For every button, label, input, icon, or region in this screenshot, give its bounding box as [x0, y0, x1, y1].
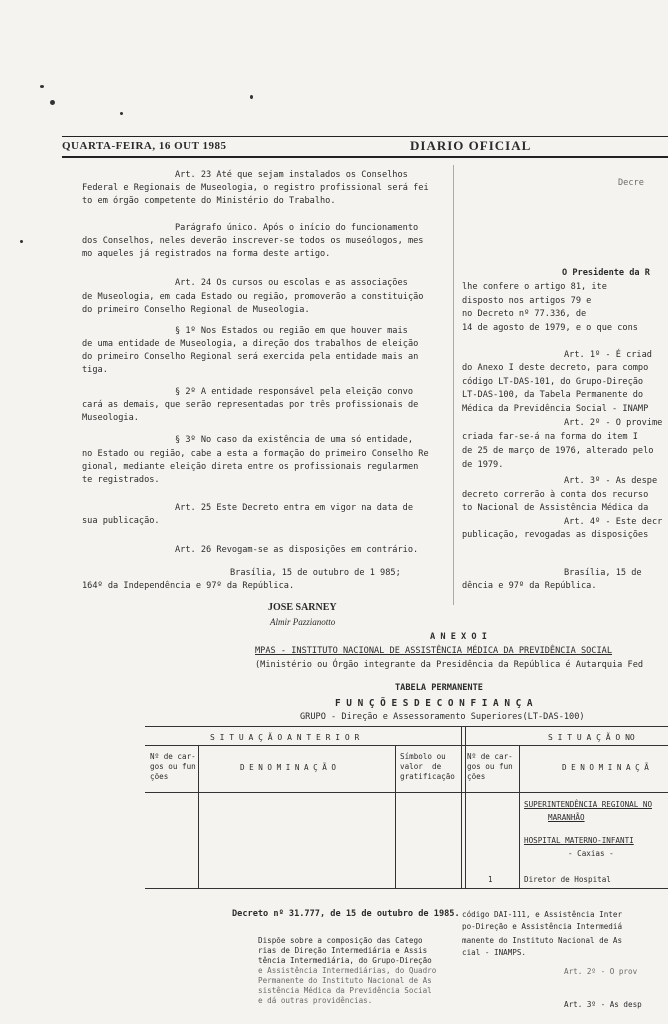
table-cell-unit: SUPERINTENDÊNCIA REGIONAL NO: [524, 800, 653, 809]
text-line: Art. 24 Os cursos ou escolas e as associações: [175, 278, 408, 288]
table-col-rule: [395, 745, 396, 888]
text-line: e Assistência Intermediárias, do Quadro: [258, 966, 437, 975]
text-line: Permanente do Instituto Nacional de As: [258, 976, 432, 985]
decree-heading: Decreto nº 31.777, de 15 de outubro de 1985.: [232, 909, 460, 919]
signature-president: JOSE SARNEY: [268, 602, 337, 613]
text-line: § 2º A entidade responsável pela eleição convo: [175, 387, 413, 397]
text-line: mo aqueles já registrados na forma deste artigo.: [82, 249, 331, 259]
text-line: Parágrafo único. Após o início do funcionamento: [175, 223, 419, 233]
text-line: lhe confere o artigo 81, ite: [462, 282, 607, 292]
text-line: Brasília, 15 de outubro de 1 985;: [230, 568, 401, 578]
annex-org: MPAS - INSTITUTO NACIONAL DE ASSISTÊNCIA MÉDICA DA PREVIDÊNCIA SOCIAL: [255, 646, 612, 656]
table-col-rule: [461, 726, 462, 888]
text-line: código DAI-111, e Assistência Inter: [462, 910, 623, 919]
ink-speck: [40, 85, 44, 88]
text-line: código LT-DAS-101, do Grupo-Direção: [462, 377, 644, 387]
text-line: sua publicação.: [82, 516, 160, 526]
column-divider: [453, 165, 454, 605]
text-line: O Presidente da R: [562, 268, 650, 278]
text-line: tiga.: [82, 365, 108, 375]
text-line: Dispõe sobre a composição das Catego: [258, 936, 423, 945]
text-line: Decre: [618, 178, 644, 188]
signature-minister: Almir Pazzianotto: [270, 617, 336, 627]
text-line: sistência Médica da Previdência Social: [258, 986, 432, 995]
text-line: dos Conselhos, neles deverão inscrever-se todos os museólogos, mes: [82, 236, 424, 246]
text-line: Brasília, 15 de: [564, 568, 642, 578]
table-col-rule: [198, 745, 199, 888]
table-cell-qty: 1: [488, 875, 493, 884]
text-line: de 25 de março de 1976, alterado pelo: [462, 446, 654, 456]
text-line: Art. 23 Até que sejam instalados os Conselhos: [175, 170, 408, 180]
text-line: te registrados.: [82, 475, 160, 485]
table-cell-role: Diretor de Hospital: [524, 875, 611, 884]
text-line: cará as demais, que serão representadas por três profissionais de: [82, 400, 419, 410]
ink-speck: [20, 240, 23, 243]
text-line: manente do Instituto Nacional de As: [462, 936, 623, 945]
ink-speck: [50, 100, 55, 105]
table-header-new: S I T U A Ç Ã O NO: [548, 733, 635, 742]
text-line: § 3º No caso da existência de uma só entidade,: [175, 435, 413, 445]
text-line: publicação, revogadas as disposições: [462, 530, 649, 540]
text-line: disposto nos artigos 79 e: [462, 296, 592, 306]
annex-org-sub: (Ministério ou Órgão integrante da Presidência da República é Autarquia Fed: [255, 660, 644, 670]
text-line: decreto correrão à conta dos recurso: [462, 490, 649, 500]
text-line: gional, mediante eleição direta entre os profissionais regularmen: [82, 462, 419, 472]
text-line: dência e 97º da República.: [462, 581, 597, 591]
ink-speck: [120, 112, 123, 115]
text-line: de 1979.: [462, 460, 504, 470]
text-line: Art. 25 Este Decreto entra em vigor na data de: [175, 503, 413, 513]
table-cell-unit: HOSPITAL MATERNO-INFANTI: [524, 836, 634, 845]
text-line: de uma entidade de Museologia, a direção dos trabalhos de eleição: [82, 339, 419, 349]
text-line: cial - INAMPS.: [462, 948, 527, 957]
text-line: do Anexo I deste decreto, para compo: [462, 363, 649, 373]
header-date: QUARTA-FEIRA, 16 OUT 1985: [62, 140, 227, 152]
group-title: GRUPO - Direção e Assessoramento Superiores(LT-DAS-100): [300, 712, 585, 722]
text-line: § 1º Nos Estados ou região em que houver mais: [175, 326, 408, 336]
col-header-qty-prev: Nº de car- gos ou fun ções: [150, 752, 196, 781]
text-line: Art. 4º - Este decr: [564, 517, 663, 527]
header-top-rule: [62, 136, 668, 137]
text-line: no Estado ou região, cabe a esta a formação do primeiro Conselho Re: [82, 449, 429, 459]
text-line: rias de Direção Intermediária e Assis: [258, 946, 428, 955]
text-line: e dá outras providências.: [258, 996, 373, 1005]
table-rule-header-bottom: [145, 792, 668, 793]
header-bottom-rule: [62, 156, 668, 158]
text-line: Art. 2º - O prov: [564, 967, 638, 976]
table-rule-header: [145, 745, 668, 746]
text-line: to em órgão competente do Ministério do Trabalho.: [82, 196, 336, 206]
ink-speck: [250, 95, 253, 99]
text-line: to Nacional de Assistência Médica da: [462, 503, 649, 513]
table-rule-top: [145, 726, 668, 727]
table-cell-unit: - Caxias -: [568, 849, 614, 858]
table-title: TABELA PERMANENTE: [395, 683, 483, 693]
text-line: tência Intermediária, do Grupo-Direção: [258, 956, 432, 965]
text-line: Art. 1º - É criad: [564, 350, 652, 360]
table-rule-bottom: [145, 888, 668, 889]
text-line: Federal e Regionais de Museologia, o registro profissional será fei: [82, 183, 429, 193]
text-line: do primeiro Conselho Regional será exercida pela entidade mais an: [82, 352, 419, 362]
col-header-denom-new: D E N O M I N A Ç Ã: [562, 763, 649, 772]
functions-title: F U N Ç Õ E S D E C O N F I A N Ç A: [335, 698, 533, 709]
table-col-rule: [465, 726, 466, 888]
text-line: LT-DAS-100, da Tabela Permanente do: [462, 390, 644, 400]
text-line: Art. 3º - As despe: [564, 476, 658, 486]
col-header-qty-new: Nº de car- gos ou fun ções: [467, 752, 513, 781]
text-line: criada far-se-á na forma do item I: [462, 432, 638, 442]
annex-title: A N E X O I: [430, 632, 487, 642]
text-line: Art. 2º - O provime: [564, 418, 663, 428]
col-header-denom-prev: D E N O M I N A Ç Ã O: [240, 763, 337, 772]
text-line: de Museologia, em cada Estado ou região, promoverão a constituição: [82, 292, 424, 302]
text-line: po-Direção e Assistência Intermediá: [462, 922, 623, 931]
text-line: 164º da Independência e 97º da República.: [82, 581, 295, 591]
header-paper-title: DIARIO OFICIAL: [410, 138, 532, 153]
text-line: do primeiro Conselho Regional de Museologia.: [82, 305, 310, 315]
text-line: Art. 3º - As desp: [564, 1000, 642, 1009]
col-header-symbol: Símbolo ou valor de gratificação: [400, 752, 455, 781]
text-line: Médica da Previdência Social - INAMP: [462, 404, 649, 414]
text-line: 14 de agosto de 1979, e o que cons: [462, 323, 638, 333]
text-line: Art. 26 Revogam-se as disposições em contrário.: [175, 545, 419, 555]
text-line: no Decreto nº 77.336, de: [462, 309, 587, 319]
table-cell-unit: MARANHÃO: [548, 813, 585, 822]
text-line: Museologia.: [82, 413, 139, 423]
table-header-previous: S I T U A Ç Ã O A N T E R I O R: [210, 733, 360, 742]
table-col-rule: [519, 745, 520, 888]
